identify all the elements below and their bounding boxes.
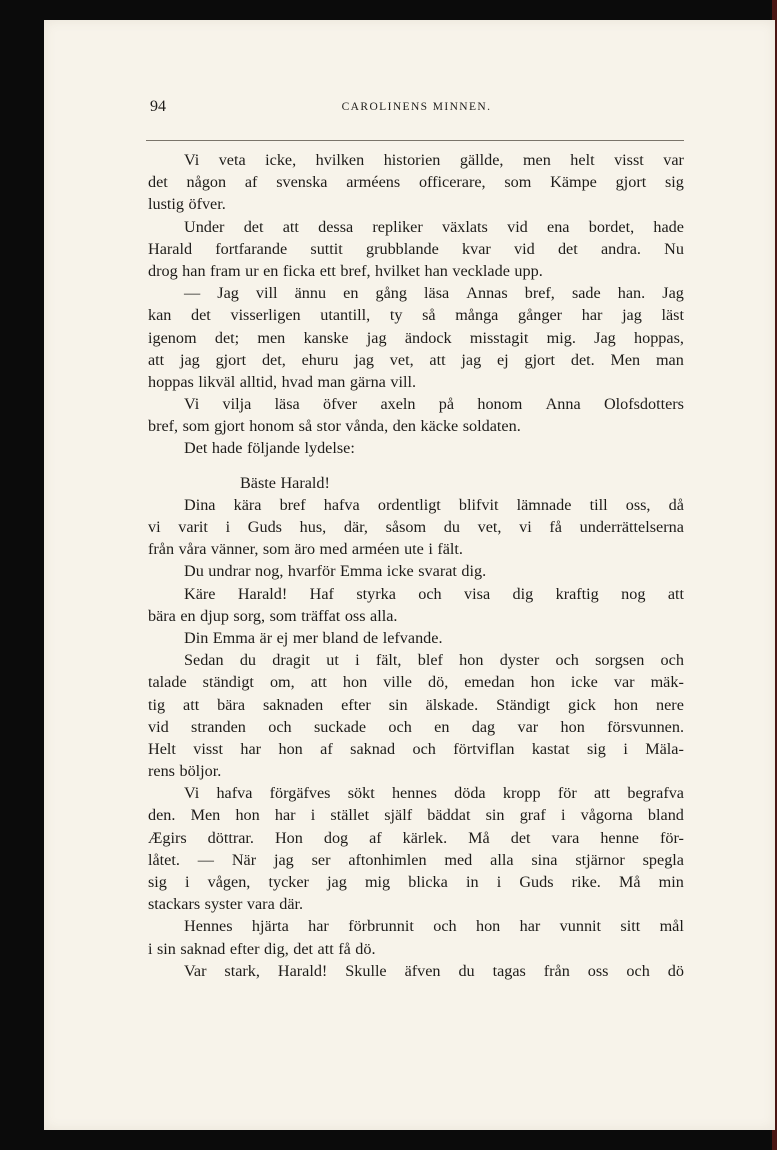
text-line: låtet. — När jag ser aftonhimlen med alla sina stjärnor spegla (148, 850, 684, 869)
text-line: Du undrar nog, hvarför Emma icke svarat dig. (184, 562, 487, 581)
text-line: i sin saknad efter dig, det att få dö. (148, 939, 376, 958)
text-line: Vi veta icke, hvilken historien gällde, men helt visst var (184, 151, 684, 169)
text-line: sig i vågen, tycker jag mig blicka in i Guds rike. Må min (148, 873, 684, 891)
text-line: bref, som gjort honom så stor vånda, den käcke soldaten. (148, 417, 521, 436)
text-line: Din Emma är ej mer bland de lefvande. (184, 628, 443, 647)
text-line: Dina kära bref hafva ordentligt blifvit lämnade till oss, då (184, 495, 684, 514)
text-line: hoppas likväl alltid, hvad man gärna vill. (148, 372, 416, 391)
text-line: igenom det; men kanske jag ändock misstagit mig. Jag hoppas, (148, 328, 684, 347)
text-line: att jag gjort det, ehuru jag vet, att jag ej gjort det. Men man (148, 350, 684, 369)
text-line: från våra vänner, som äro med arméen ute i fält. (148, 540, 463, 559)
text-line: lustig öfver. (148, 195, 226, 214)
text-line: kan det visserligen utantill, ty så många gånger har jag läst (148, 306, 684, 325)
text-line: Hennes hjärta har förbrunnit och hon har vunnit sitt mål (184, 917, 684, 936)
text-line: det någon af svenska arméens officerare, som Kämpe gjort sig (148, 173, 684, 192)
text-line: Under det att dessa repliker växlats vid ena bordet, hade (184, 217, 684, 236)
text-line: Ægirs döttrar. Hon dog af kärlek. Må det vara henne för- (148, 828, 684, 847)
text-line: vi varit i Guds hus, där, såsom du vet, vi få underrättelserna (148, 518, 684, 536)
text-line: Vi vilja läsa öfver axeln på honom Anna Olofsdotters (184, 395, 684, 414)
text-line: Harald fortfarande suttit grubblande kvar vid det andra. Nu (148, 239, 684, 258)
running-title: CAROLINENS MINNEN. (341, 101, 492, 113)
body-text (148, 149, 684, 982)
text-line: Det hade följande lydelse: (184, 439, 355, 458)
text-line: Var stark, Harald! Skulle äfven du tagas från oss och dö (184, 961, 684, 980)
page-number: 94 (150, 98, 166, 115)
text-line: Käre Harald! Haf styrka och visa dig kraftig nog att (184, 584, 684, 603)
text-line: den. Men hon har i stället själf bäddat sin graf i vågorna bland (148, 806, 684, 825)
header-rule (146, 140, 684, 141)
text-line: vid stranden och suckade och en dag var hon försvunnen. (148, 717, 684, 736)
text-line: rens böljor. (148, 762, 222, 781)
text-line: Sedan du dragit ut i fält, blef hon dyster och sorgsen och (184, 651, 684, 670)
text-line: stackars syster vara där. (148, 895, 304, 914)
page-header (150, 98, 683, 120)
text-line: drog han fram ur en ficka ett bref, hvilket han vecklade upp. (148, 261, 543, 280)
text-line: tig att bära saknaden efter sin älskade. Ständigt gick hon nere (148, 695, 684, 714)
text-line: — Jag vill ännu en gång läsa Annas bref, sade han. Jag (184, 284, 684, 303)
text-line: Bäste Harald! (240, 473, 330, 492)
text-line: Vi hafva förgäfves sökt hennes döda kropp för att begrafva (184, 784, 684, 803)
text-line: talade ständigt om, att hon ville dö, emedan hon icke var mäk- (148, 673, 684, 692)
text-line: bära en djup sorg, som träffat oss alla. (148, 606, 398, 625)
text-line: Helt visst har hon af saknad och förtviflan kastat sig i Mäla- (148, 739, 684, 758)
